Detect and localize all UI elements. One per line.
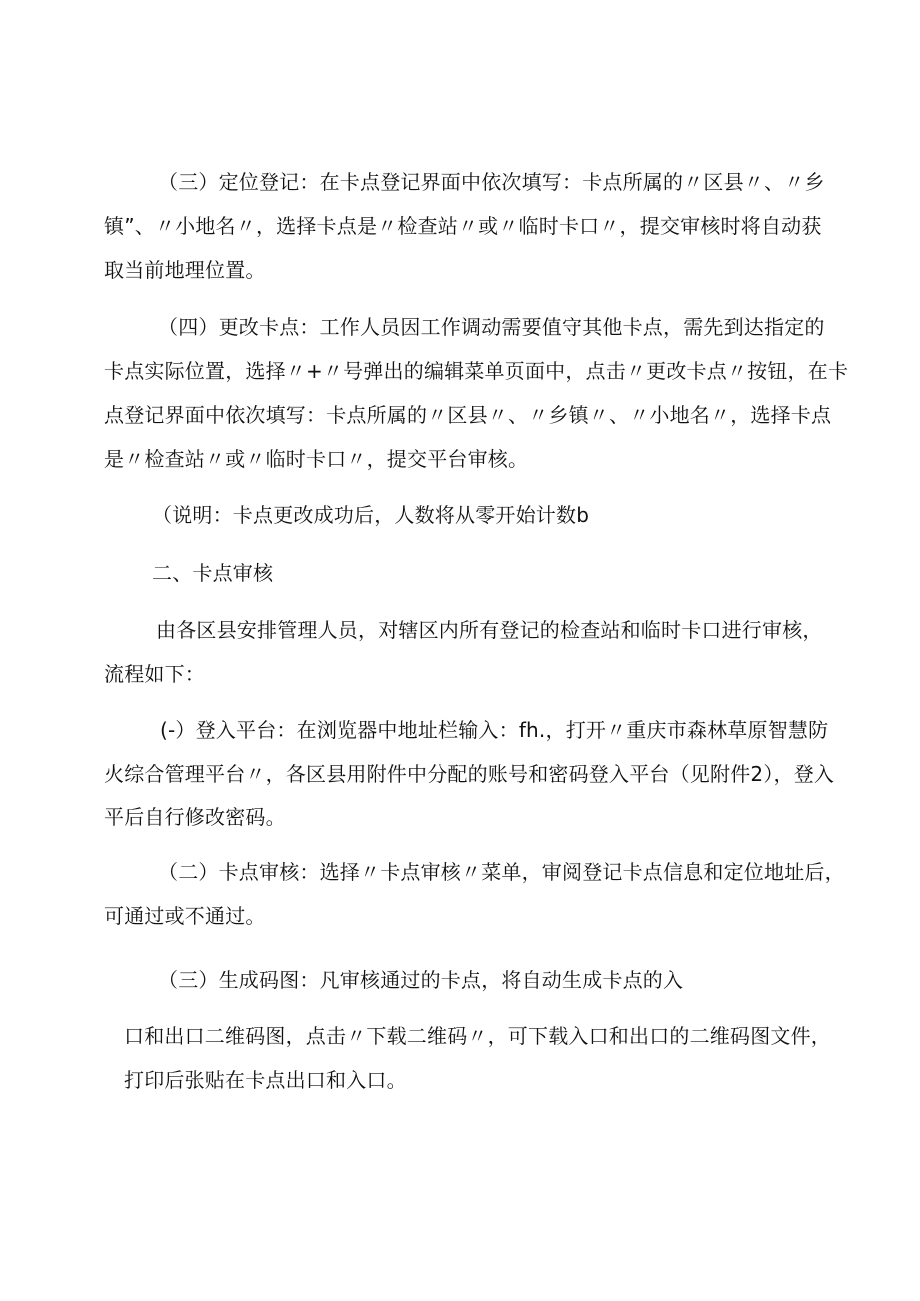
paragraph-change-line-4: 是〃检查站〃或〃临时卡口〃，提交平台审核。 bbox=[104, 447, 529, 471]
paragraph-location-line-3: 取当前地理位置。 bbox=[104, 258, 266, 282]
paragraph-qrcode-line-1: （三）生成码图：凡审核通过的卡点，将自动生成卡点的入 bbox=[158, 968, 684, 992]
paragraph-login-line-2: 火综合管理平台〃，各区县用附件中分配的账号和密码登入平台（见附件2），登入 bbox=[104, 762, 835, 786]
paragraph-change-line-3: 点登记界面中依次填写：卡点所属的〃区县〃、〃乡镇〃、〃小地名〃，选择卡点 bbox=[104, 403, 832, 427]
paragraph-qrcode-line-2: 口和出口二维码图，点击〃下载二维码〃，可下载入口和出口的二维码图文件， bbox=[124, 1024, 831, 1048]
paragraph-login-line-1: (-）登入平台：在浏览器中地址栏输入：fh.，打开〃重庆市森林草原智慧防 bbox=[160, 718, 829, 742]
paragraph-intro-line-2: 流程如下： bbox=[104, 662, 205, 686]
paragraph-login-line-3: 平后自行修改密码。 bbox=[104, 805, 286, 829]
paragraph-qrcode-line-3: 打印后张贴在卡点出口和入口。 bbox=[124, 1068, 407, 1092]
paragraph-change-line-1: （四）更改卡点：工作人员因工作调动需要值守其他卡点，需先到达指定的 bbox=[158, 315, 825, 339]
paragraph-audit-line-2: 可通过或不通过。 bbox=[104, 904, 266, 928]
paragraph-audit-line-1: （二）卡点审核：选择〃卡点审核〃菜单，审阅登记卡点信息和定位地址后， bbox=[158, 860, 845, 884]
note-text: （说明：卡点更改成功后，人数将从零开始计数b bbox=[152, 503, 590, 527]
paragraph-intro-line-1: 由各区县安排管理人员，对辖区内所有登记的检查站和临时卡口进行审核， bbox=[156, 618, 823, 642]
paragraph-change-line-2: 卡点实际位置，选择〃+〃号弹出的编辑菜单页面中，点击〃更改卡点〃按钮，在卡 bbox=[104, 359, 849, 383]
paragraph-location-line-1: （三）定位登记：在卡点登记界面中依次填写：卡点所属的〃区县〃、〃乡 bbox=[158, 170, 825, 194]
paragraph-location-line-2: 镇”、〃小地名〃，选择卡点是〃检查站〃或〃临时卡口〃，提交审核时将自动获 bbox=[104, 214, 822, 238]
section-heading-review: 二、卡点审核 bbox=[152, 561, 274, 585]
